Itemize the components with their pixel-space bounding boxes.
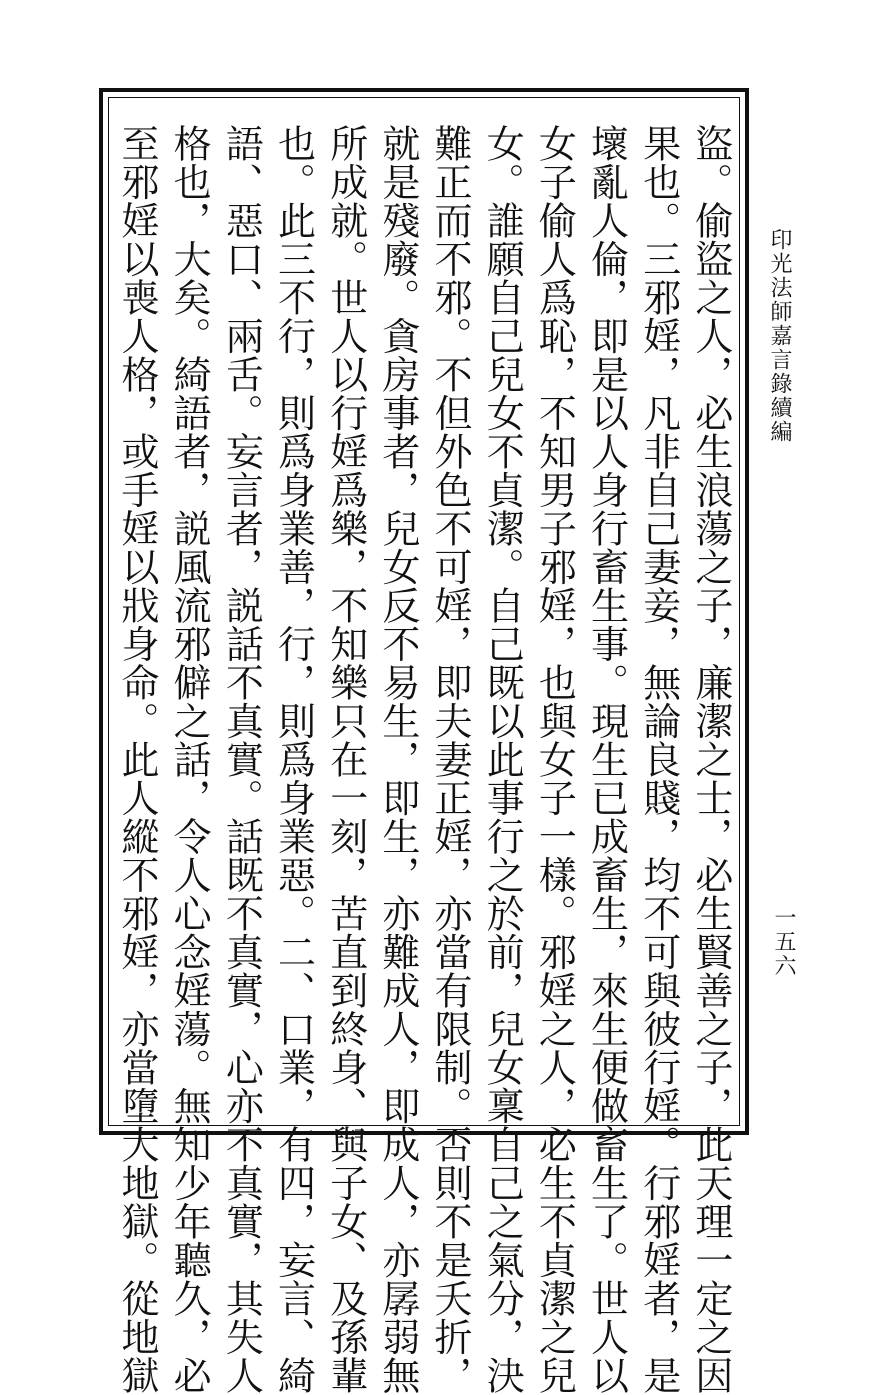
page-number: 一五六	[771, 906, 796, 978]
text-column-9: 也。此三不行，則爲身業善，行，則爲身業惡。二、口業，有四，妄言、綺	[271, 124, 316, 1395]
text-column-12: 至邪婬以喪人格，或手婬以戕身命。此人縱不邪婬，亦當墮大地獄。從地獄	[115, 124, 159, 1395]
text-column-4: 女子偷人爲恥，不知男子邪婬，也與女子一樣。邪婬之人，必生不貞潔之兒	[532, 124, 577, 1395]
text-column-1: 盜。偷盜之人，必生浪蕩之子，廉潔之士，必生賢善之子，此天理一定之因	[688, 124, 733, 1395]
text-column-5: 女。誰願自己兒女不貞潔。自己既以此事行之於前，兒女稟自己之氣分，決	[480, 124, 525, 1395]
text-column-11: 格也，大矣。綺語者，説風流邪僻之話，令人心念婬蕩。無知少年聽久，必	[167, 124, 212, 1395]
text-column-10: 語、惡口、兩舌。妄言者，説話不真實。話既不真實，心亦不真實，其失人	[219, 124, 264, 1395]
text-column-7: 就是殘廢。貪房事者，兒女反不易生，即生，亦難成人，即成人，亦孱弱無	[375, 124, 420, 1395]
running-title: 印光法師嘉言錄續編	[767, 228, 792, 444]
text-column-2: 果也。三邪婬，凡非自己妻妾，無論良賤，均不可與彼行婬。行邪婬者，是	[636, 124, 681, 1395]
body-text	[113, 104, 735, 1395]
text-column-8: 所成就。世人以行婬爲樂，不知樂只在一刻，苦直到終身、與子女、及孫輩	[323, 124, 368, 1395]
text-column-6: 難正而不邪。不但外色不可婬，即夫妻正婬，亦當有限制。否則不是夭折，	[428, 124, 473, 1395]
text-column-3: 壞亂人倫，即是以人身行畜生事。現生已成畜生，來生便做畜生了。世人以	[584, 124, 629, 1395]
